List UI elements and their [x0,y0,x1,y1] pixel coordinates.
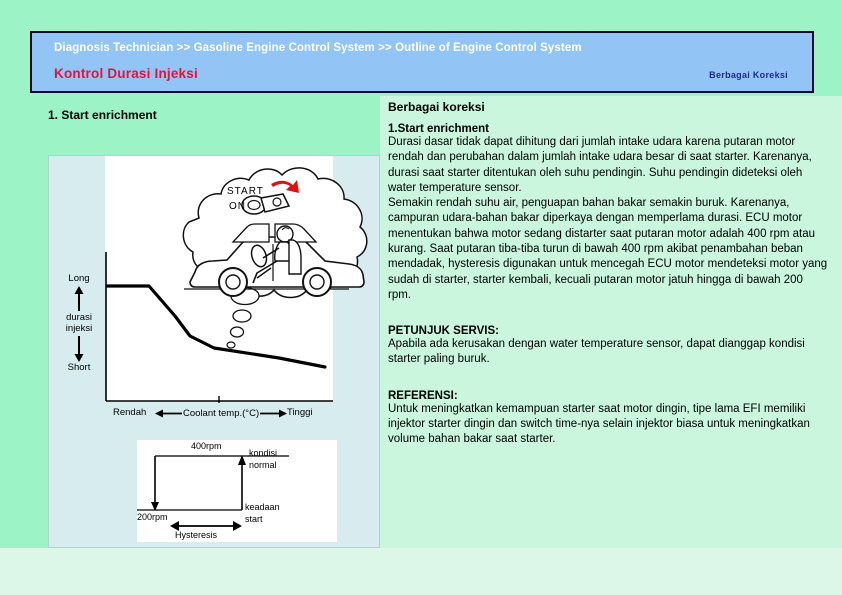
hysteresis-diagram [137,440,337,542]
y-axis-top-label: Long [68,273,90,284]
arrow-down-icon [73,336,85,362]
x-axis-title [155,408,287,419]
page-footer-background [0,548,842,595]
y-axis-title-line1: durasi injeksi [65,311,93,334]
arrow-left-icon [155,409,183,418]
y-axis-bottom-label: Short [67,361,91,373]
arrow-up-icon [73,286,85,312]
hysteresis-span-label: Hysteresis [175,530,218,540]
body-paragraph-2: Semakin rendah suhu air, penguapan bahan bakar semakin buruk. Karenanya, campuran udara-bahan bakar diperkaya dengan memperlama durasi. ECU motor menentukan bahwa motor sedang distarter saat putaran motor adalah 400 rpm atau kurang. Saat putaran tiba-tiba turun di bawah 400 rpm akibat penambahan beban mendadak, hysteresis digunakan untuk mencegah ECU motor mendeteksi motor yang sudah di starter, starter kembali, kecuali putaran motor jatuh hingga di bawah 200 rpm. [388,197,828,301]
reference-title: REFERENSI: [388,389,458,402]
chart-y-axis-labels [55,274,103,374]
hysteresis-graphic [137,440,337,542]
header-banner [30,31,814,93]
hysteresis-start-label-line2: start [245,514,263,524]
left-section-heading: 1. Start enrichment [48,108,157,122]
body-paragraph-1: Durasi dasar tidak dapat dihitung dari jumlah intake udara karena putaran motor rendah dan perubahan dalam jumlah intake udara besar di saat starter. Karenanya, durasi saat starter ditentukan oleh suhu pendingin. Suhu pendingin dideteksi oleh water temperature sensor. [388,136,812,194]
key-start-label: START [227,186,264,197]
x-axis-left-label: Rendah [113,407,147,418]
hysteresis-upper-value: 400rpm [191,441,222,451]
thought-bubble-cloud [183,168,366,348]
hysteresis-normal-label-line1: kondisi [249,448,278,458]
breadcrumb[interactable]: Diagnosis Technician >> Gasoline Engine Control System >> Outline of Engine Control System [54,42,582,54]
subsection-title: 1.Start enrichment [388,123,489,135]
page-title: Kontrol Durasi Injeksi [54,66,198,81]
illustration-panel [48,155,380,548]
key-on-label: ON [229,201,246,212]
hysteresis-normal-label-line2: normal [249,460,277,470]
section-title: Berbagai koreksi [388,100,485,114]
header-section-label: Berbagai Koreksi [709,70,788,80]
x-axis-right-label: Tinggi [287,407,313,418]
arrow-right-icon [259,409,287,418]
explanation-column [388,100,828,448]
reference-body: Untuk meningkatkan kemampuan starter saat motor dingin, tipe lama EFI memiliki injektor starter dingin dan switch time-nya selain injektor biasa untuk meningkatkan volume bahan bakar saat starter. [388,402,810,446]
hysteresis-lower-value: 200rpm [137,512,168,522]
x-axis-title-text: Coolant temp.(°C) [183,408,260,419]
service-tip-body: Apabila ada kerusakan dengan water temperature sensor, dapat dianggap kondisi starter paling buruk. [388,338,805,366]
hysteresis-start-label-line1: keadaan [245,502,280,512]
service-tip-title: PETUNJUK SERVIS: [388,325,499,338]
